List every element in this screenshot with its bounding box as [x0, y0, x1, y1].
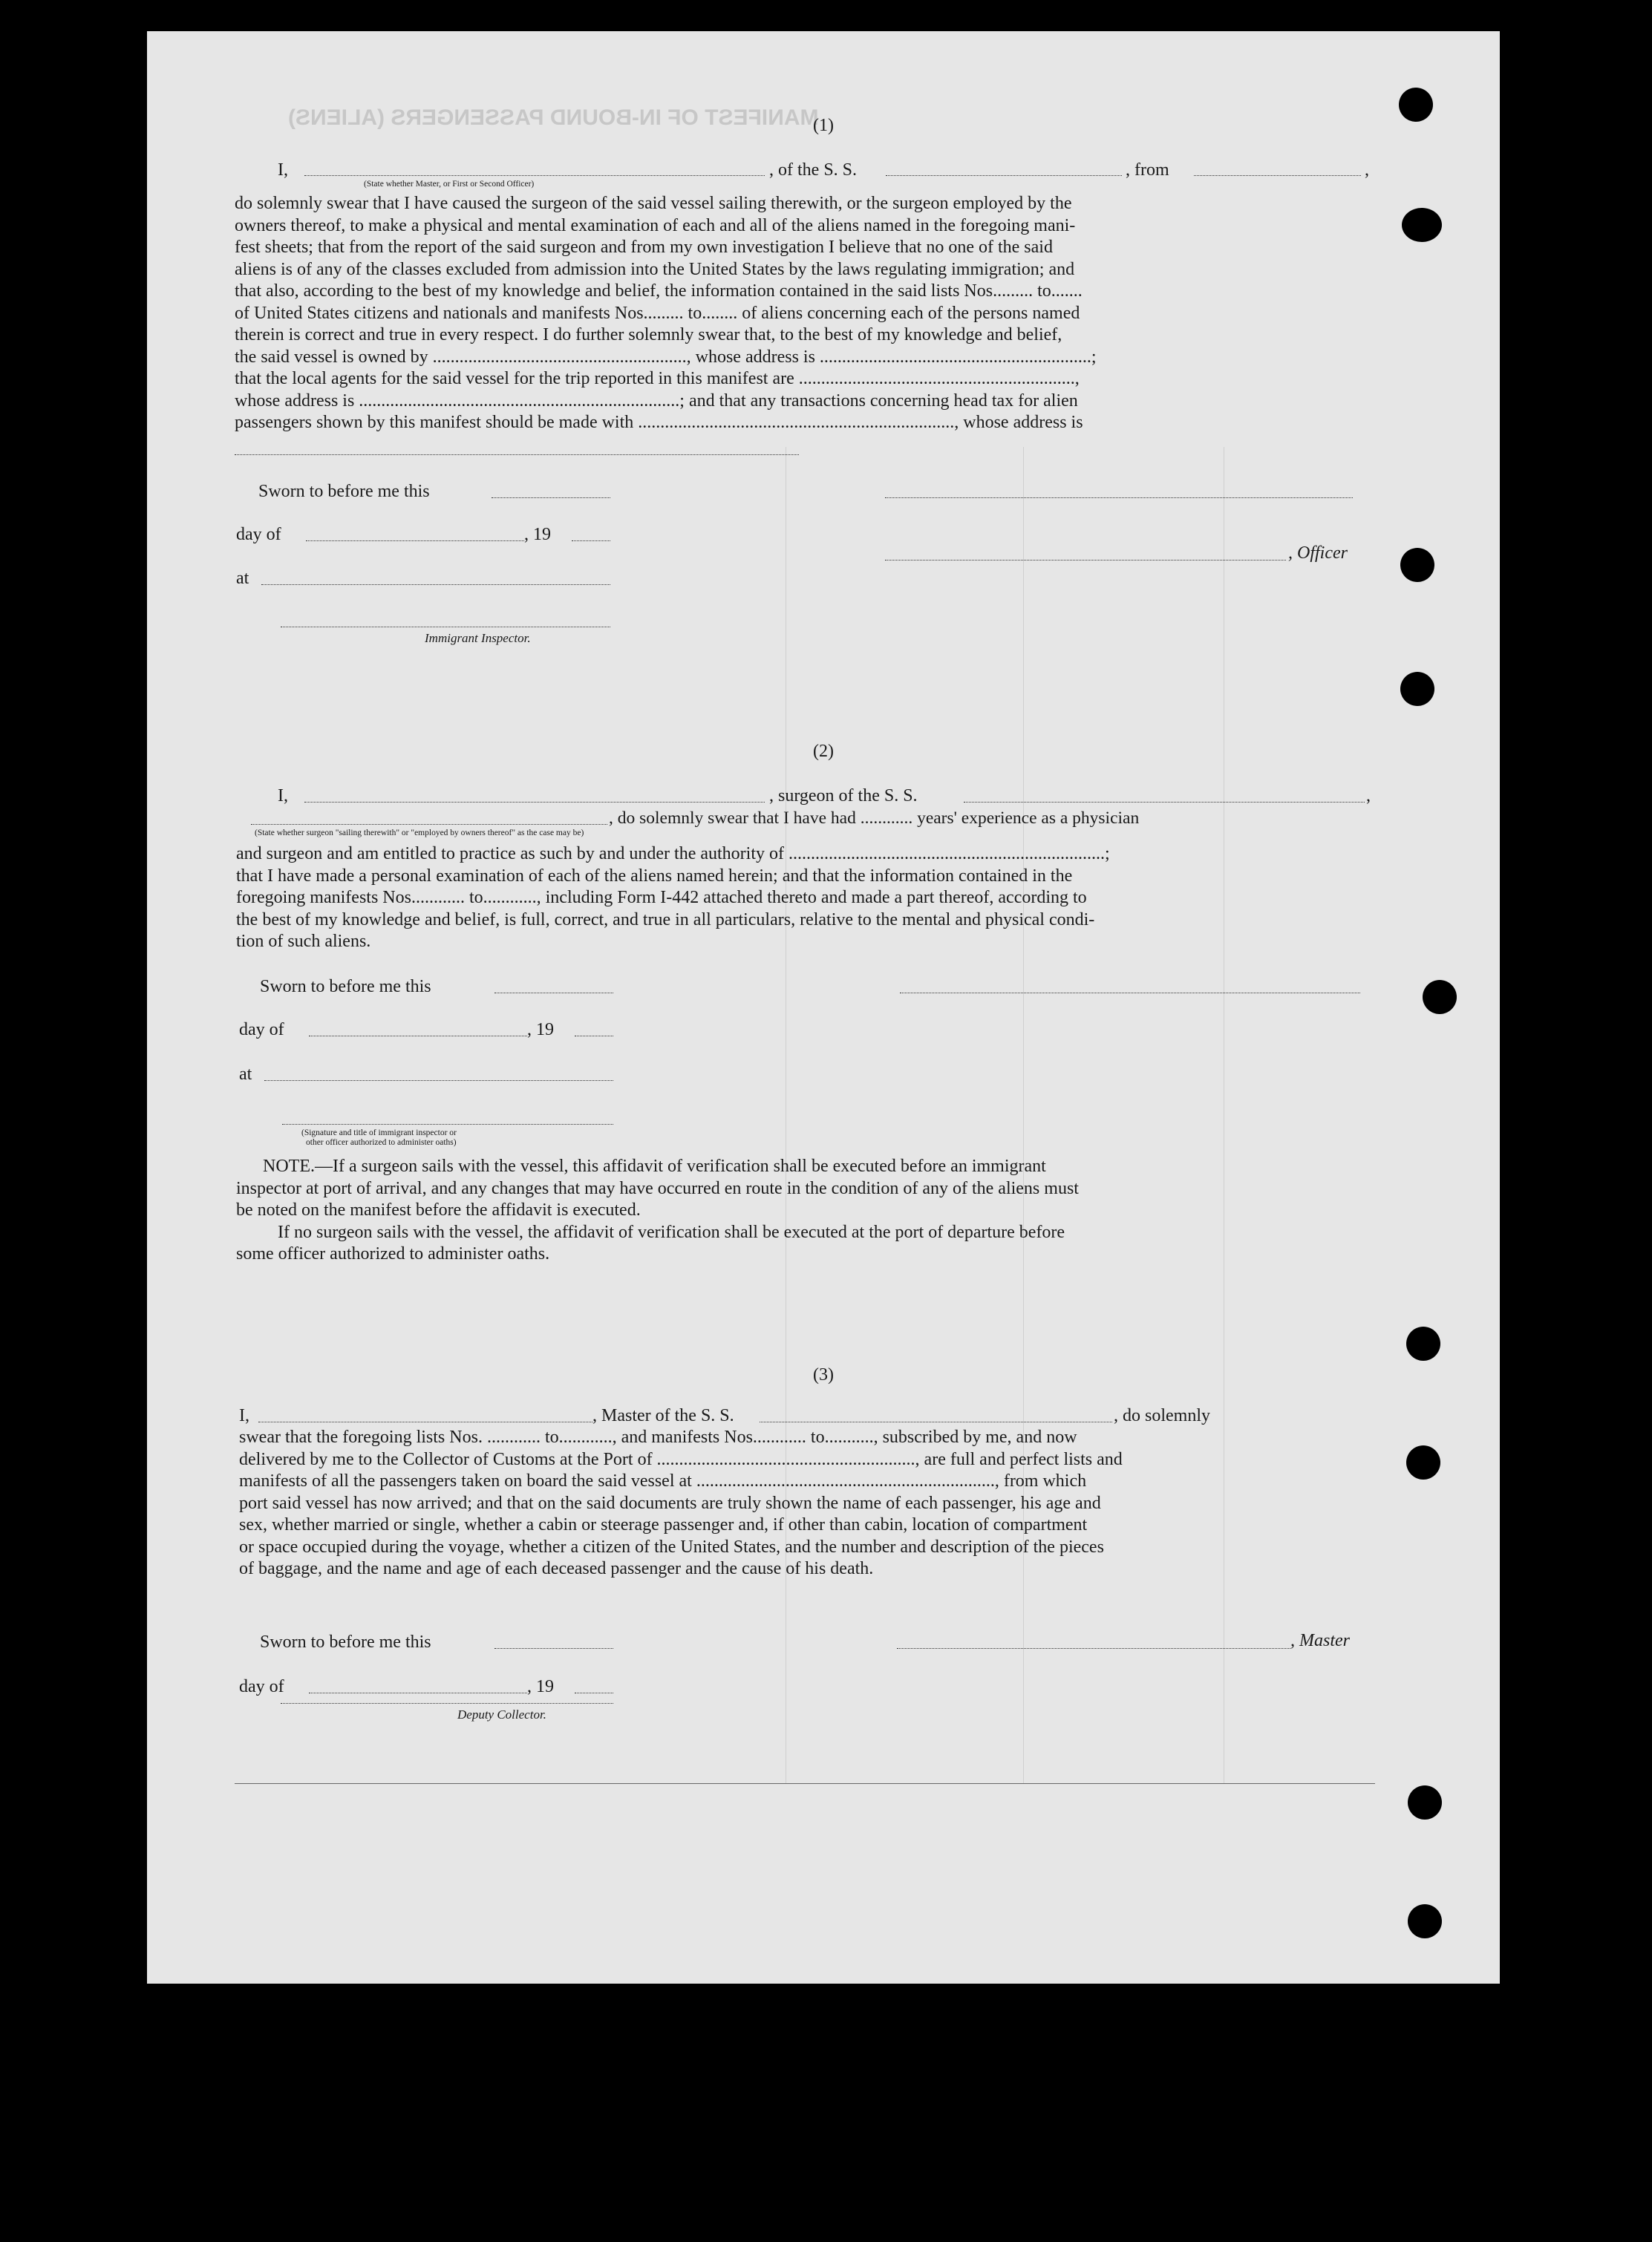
- punch-hole: [1402, 208, 1442, 242]
- section-1-officer-signature-field[interactable]: [885, 497, 1353, 498]
- section-1-from-field[interactable]: [1194, 175, 1361, 176]
- body-line: the best of my knowledge and belief, is full, correct, and true in all particulars, relative to the mental and physical condi-: [236, 909, 1095, 929]
- body-line: delivered by me to the Collector of Customs at the Port of .........................................................., are full and perfect lists and: [239, 1449, 1123, 1469]
- body-line: of baggage, and the name and age of each deceased passenger and the cause of his death.: [239, 1559, 874, 1578]
- section-1-year: , 19: [524, 525, 551, 544]
- section-1-vessel-field[interactable]: [886, 175, 1122, 176]
- bleed-through-column-line: [1023, 447, 1024, 1783]
- section-2-year: , 19: [527, 1020, 554, 1039]
- body-line: whose address is ........................................................................; and that any transactions concerning head tax for alien: [235, 390, 1078, 411]
- section-1-officer-label: , Officer: [1288, 543, 1348, 563]
- section-3-collector-caption: Deputy Collector.: [457, 1707, 546, 1722]
- section-3-master-label: , Master: [1290, 1631, 1350, 1650]
- section-1-from: , from: [1126, 160, 1169, 180]
- manifest-page: [147, 31, 1500, 1984]
- section-1-caption: (State whether Master, or First or Second Officer): [364, 180, 535, 189]
- body-line: owners thereof, to make a physical and mental examination of each and all of the aliens named in the foregoing mani-: [235, 215, 1076, 235]
- section-2-signature-caption-1: (Signature and title of immigrant inspector or: [301, 1128, 457, 1137]
- section-1-of-ss: , of the S. S.: [769, 160, 858, 180]
- section-2-at: at: [239, 1065, 252, 1084]
- section-3-master-of-ss: , Master of the S. S.: [592, 1406, 734, 1425]
- body-line: passengers shown by this manifest should be made with ......................................................................., whose address is: [235, 413, 1083, 432]
- section-2-at-field[interactable]: [264, 1080, 613, 1081]
- body-line: or space occupied during the voyage, whether a citizen of the United States, and the number and description of the pieces: [239, 1537, 1104, 1557]
- bleed-through-heading: MANIFEST OF IN-BOUND PASSENGERS (ALIENS): [288, 105, 819, 130]
- section-1-day-field[interactable]: [306, 540, 524, 541]
- body-line: tion of such aliens.: [236, 932, 371, 951]
- punch-hole: [1400, 548, 1434, 582]
- punch-hole: [1399, 88, 1433, 122]
- body-line: do solemnly swear that I have caused the surgeon of the said vessel sailing therewith, or the surgeon employed by the: [235, 194, 1072, 213]
- punch-hole: [1406, 1327, 1440, 1361]
- body-line: and surgeon and am entitled to practice as such by and under the authority of .......................................................................;: [236, 844, 1110, 863]
- body-line: fest sheets; that from the report of the said surgeon and from my own investigation I believe that no one of the said: [235, 238, 1053, 257]
- section-1-at-field[interactable]: [261, 584, 610, 585]
- section-1-sworn: Sworn to before me this: [258, 482, 430, 501]
- section-3-i: I,: [239, 1406, 249, 1425]
- section-1-body: [235, 193, 1371, 434]
- body-line: therein is correct and true in every respect. I do further solemnly swear that, to the best of my knowledge and belief,: [235, 325, 1062, 344]
- section-1-line-end: ,: [1365, 160, 1369, 180]
- section-3-day-of: day of: [239, 1677, 284, 1696]
- body-line: port said vessel has now arrived; and that on the said documents are truly shown the name of each passenger, his age and: [239, 1493, 1101, 1513]
- note-line: some officer authorized to administer oaths.: [236, 1244, 550, 1264]
- section-2-line-end: ,: [1366, 786, 1371, 805]
- section-2-note: [236, 1156, 1374, 1266]
- section-1-day-of: day of: [236, 525, 281, 544]
- section-2-surgeon-of-ss: , surgeon of the S. S.: [769, 786, 918, 805]
- section-3-collector-signature-field[interactable]: [281, 1703, 613, 1704]
- section-1-at: at: [236, 569, 249, 588]
- note-line: inspector at port of arrival, and any changes that may have occurred en route in the condition of any of the aliens must: [236, 1178, 1079, 1198]
- body-line: aliens is of any of the classes excluded from admission into the United States by the laws regulating immigration; and: [235, 259, 1075, 279]
- section-1-i: I,: [278, 160, 288, 180]
- section-2-sworn: Sworn to before me this: [260, 977, 431, 996]
- section-2-number: (2): [813, 742, 834, 761]
- punch-hole: [1406, 1445, 1440, 1480]
- section-2-i: I,: [278, 786, 288, 805]
- section-2-inspector-signature-field[interactable]: [282, 1124, 613, 1125]
- section-2-caption: (State whether surgeon "sailing therewith" or "employed by owners thereof" as the case may be): [255, 829, 584, 837]
- punch-hole: [1400, 672, 1434, 706]
- page-bottom-rule: [235, 1783, 1375, 1784]
- body-line: sex, whether married or single, whether a cabin or steerage passenger and, if other than cabin, location of compartment: [239, 1515, 1088, 1535]
- body-line: of United States citizens and nationals and manifests Nos......... to........ of aliens concerning each of the persons named: [235, 303, 1080, 323]
- section-1-inspector-caption: Immigrant Inspector.: [425, 631, 531, 645]
- punch-hole: [1408, 1904, 1442, 1938]
- section-3-sworn: Sworn to before me this: [260, 1633, 431, 1652]
- section-3-master-signature-field[interactable]: [897, 1648, 1290, 1649]
- note-line: NOTE.—If a surgeon sails with the vessel, this affidavit of verification shall be executed before an immigrant: [263, 1157, 1046, 1176]
- section-1-sworn-field[interactable]: [492, 497, 610, 498]
- section-3-sworn-field[interactable]: [494, 1648, 613, 1649]
- section-2-vessel-field[interactable]: [964, 802, 1365, 803]
- punch-hole: [1408, 1785, 1442, 1820]
- section-2-body: [236, 843, 1374, 953]
- section-2-capacity-field[interactable]: [251, 824, 607, 825]
- body-line: that also, according to the best of my knowledge and belief, the information contained in the said lists Nos......... to.......: [235, 281, 1083, 301]
- section-2-signature-caption-2: other officer authorized to administer oaths): [306, 1138, 457, 1147]
- body-line: the said vessel is owned by ........................................................., whose address is .............................................................;: [235, 347, 1097, 367]
- section-2-day-of: day of: [239, 1020, 284, 1039]
- section-3-body: [239, 1427, 1375, 1581]
- section-1-number: (1): [813, 116, 834, 135]
- body-line: foregoing manifests Nos............ to............, including Form I-442 attached thereto and made a part thereof, according to: [236, 888, 1087, 907]
- section-3-line-end: , do solemnly: [1114, 1406, 1210, 1425]
- section-2-surgeon-name-field[interactable]: [304, 802, 765, 803]
- section-2-line2: , do solemnly swear that I have had ............ years' experience as a physician: [609, 808, 1140, 828]
- body-line: that the local agents for the said vessel for the trip reported in this manifest are ..............................................................,: [235, 369, 1080, 388]
- note-line: be noted on the manifest before the affidavit is executed.: [236, 1200, 641, 1220]
- section-3-year: , 19: [527, 1677, 554, 1696]
- body-line: swear that the foregoing lists Nos. ............ to............, and manifests Nos............ to..........., subscribed by me, and now: [239, 1428, 1077, 1447]
- punch-hole: [1423, 980, 1457, 1014]
- section-3-number: (3): [813, 1365, 834, 1385]
- section-1-year-field[interactable]: [572, 540, 610, 541]
- section-1-officer-name-field[interactable]: [304, 175, 765, 176]
- body-line: that I have made a personal examination of each of the aliens named herein; and that the information contained in the: [236, 866, 1073, 886]
- body-line: manifests of all the passengers taken on board the said vessel at ..................................................................., from which: [239, 1471, 1087, 1491]
- section-1-address-continuation-field[interactable]: [235, 454, 799, 455]
- note-line: If no surgeon sails with the vessel, the affidavit of verification shall be executed at the port of departure before: [278, 1222, 1065, 1242]
